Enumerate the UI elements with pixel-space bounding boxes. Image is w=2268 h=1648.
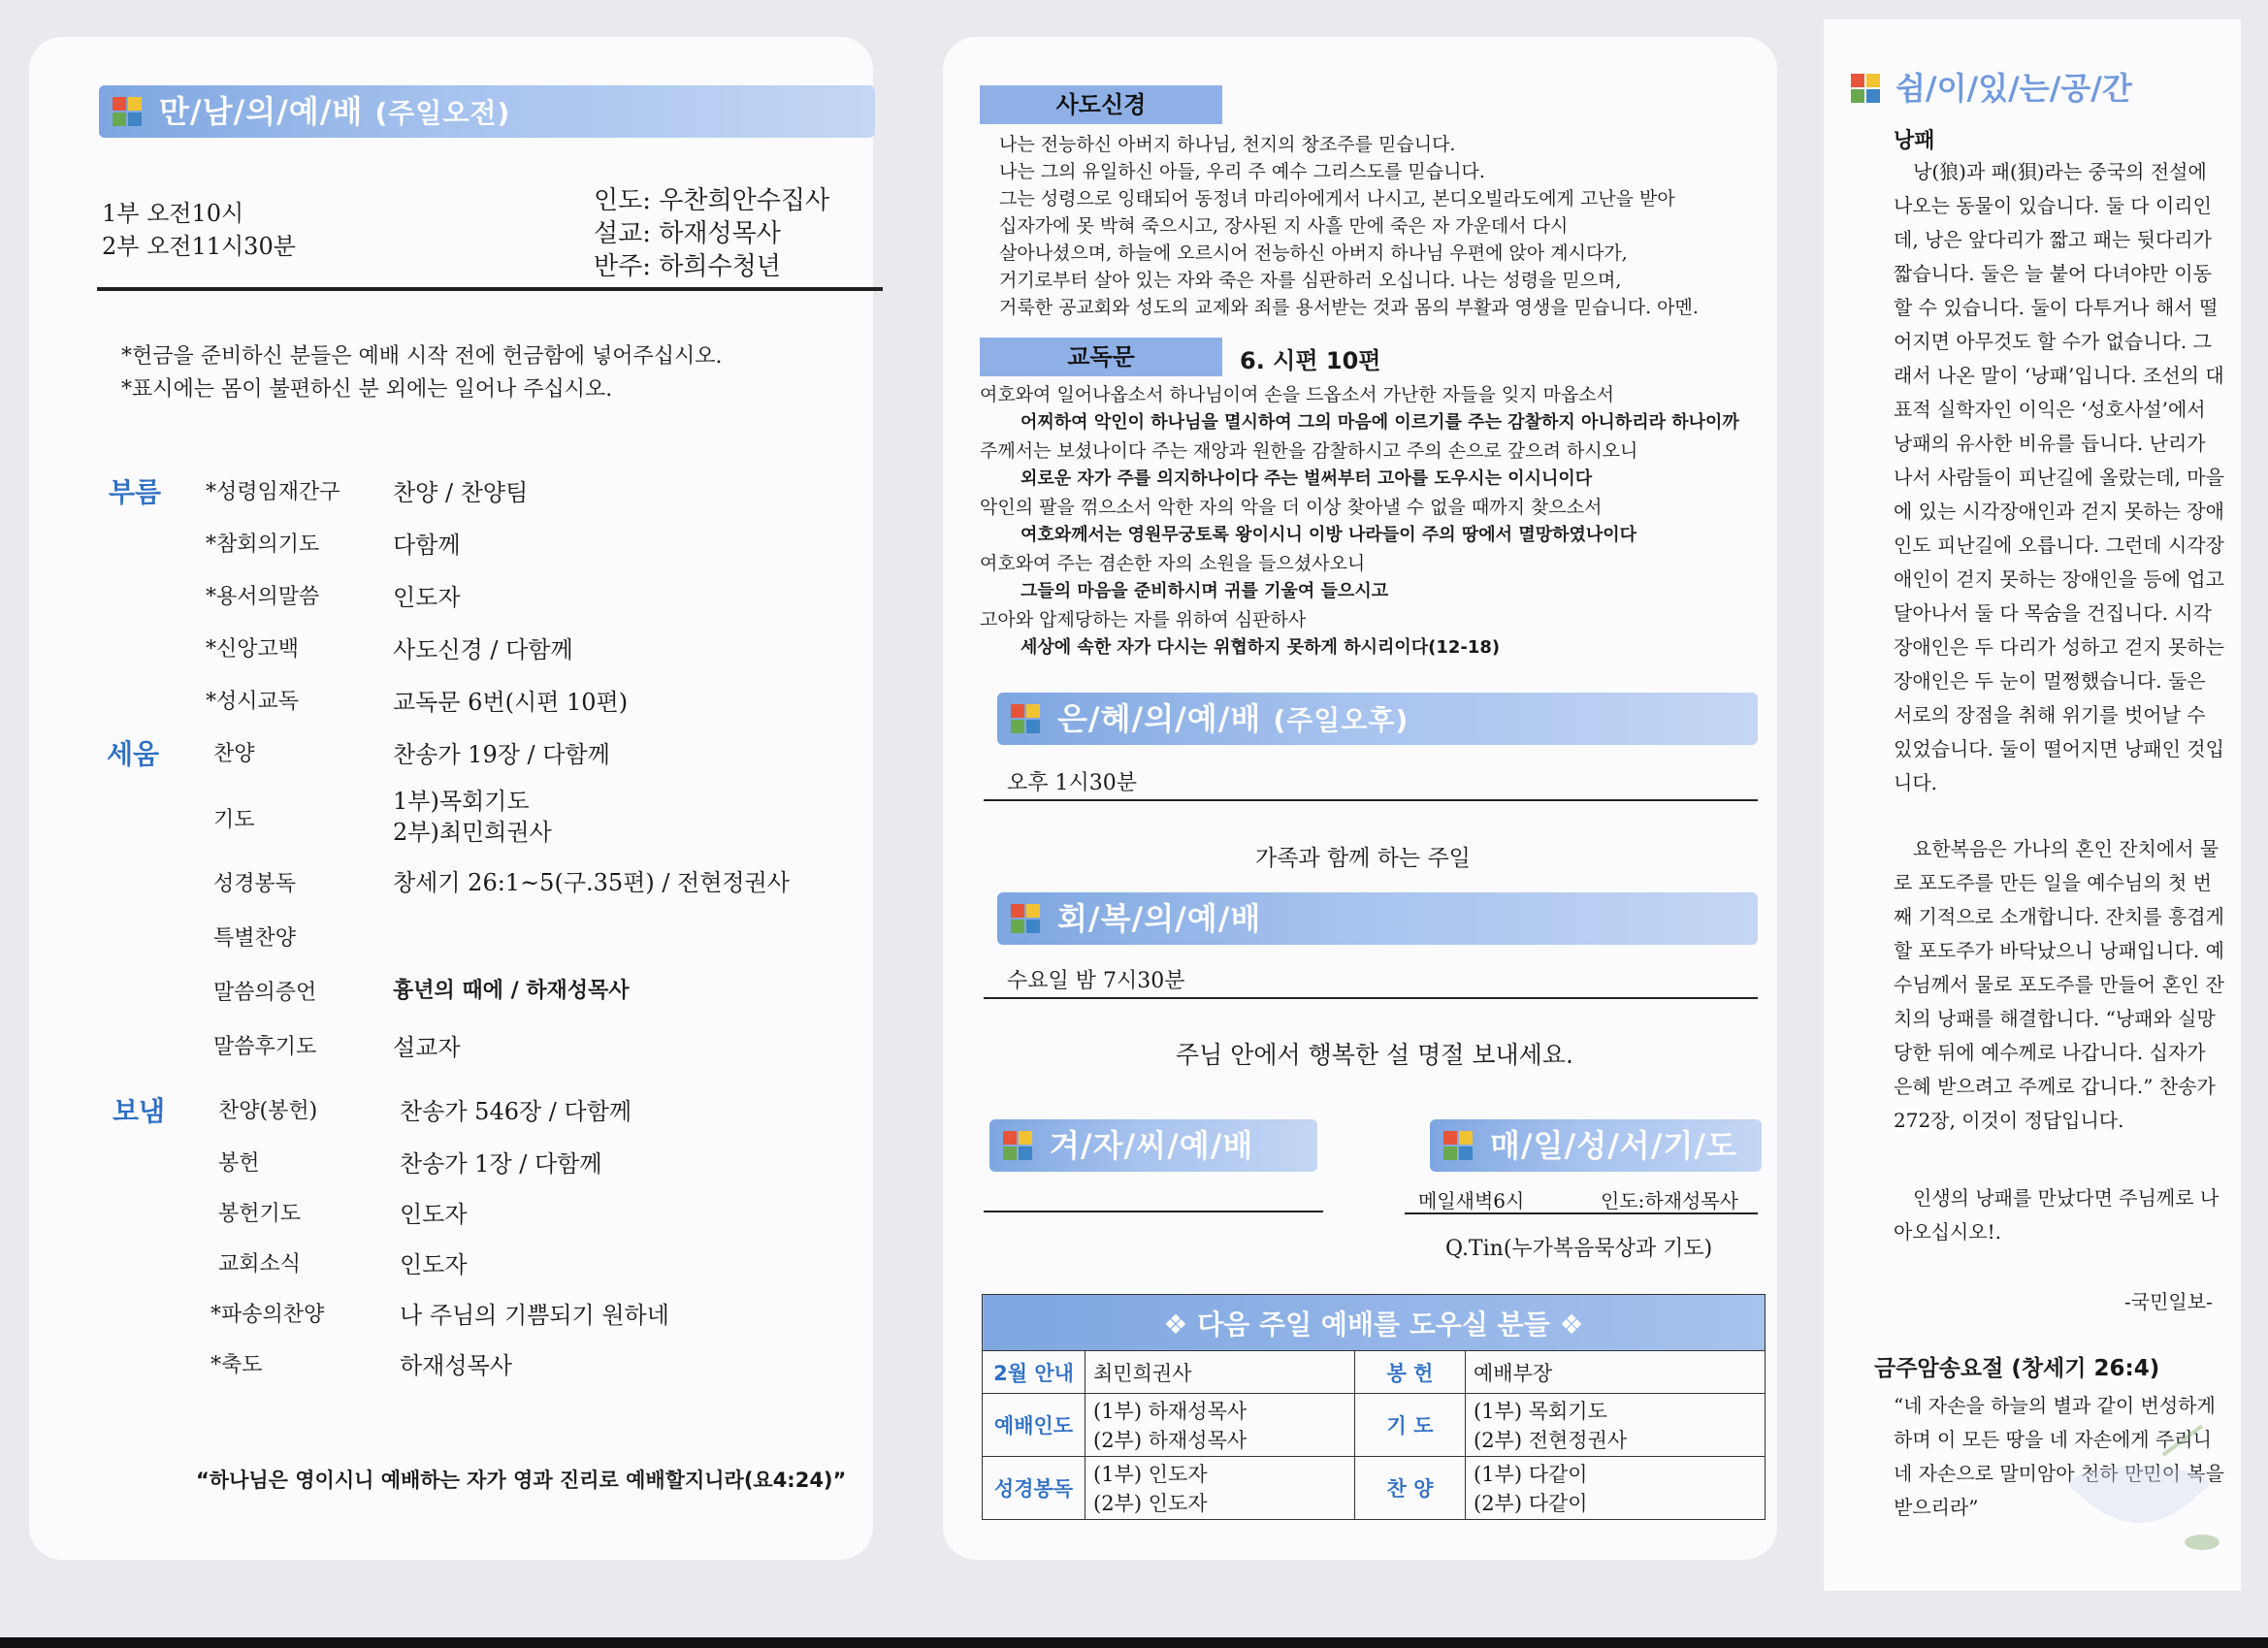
- section-send: 보냄: [113, 1095, 166, 1127]
- order-detail: 찬송가 1장 / 다함께: [400, 1150, 602, 1178]
- title-main: 매/일/성/서/기/도: [1490, 1127, 1737, 1164]
- header-divider: [97, 287, 883, 291]
- order-detail: 인도자: [400, 1251, 468, 1278]
- church-logo-icon: [1851, 74, 1880, 103]
- essay-paragraph-1: 낭(狼)과 패(狽)라는 중국의 전설에 나오는 동물이 있습니다. 둘 다 이리인데, 낭은 앞다리가 짧고 패는 뒷다리가 짧습니다. 둘은 늘 붙어 다녀야만 이동할 수 있습니다. 둘이 다투거나 해서 떨어지면 아무것도 할 수가 없습니다. 그래서 나온 말이 ‘낭패’입니다. 조선의 대표적 실학자인 이익은 ‘성호사설’에서 낭패의 유사한 비유를 듭니다. 난리가 나서 사람들이 피난길에 올랐는데, 마을에 있는 시각장애인과 걷지 못하는 장애인도 피난길에 오릅니다. 그런데 시각장애인이 걷지 못하는 장애인을 등에 업고 달아나서 둘 다 목숨을 건집니다. 시각장애인은 두 다리가 성하고 걷지 못하는 장애인은 두 눈이 멀쩡했습니다. 둘은 서로의 장점을 취해 위기를 벗어날 수 있었습니다. 둘이 떨어지면 낭패인 것입니다.: [1894, 160, 2224, 794]
- daily-leader: 인도:하재성목사: [1601, 1189, 1738, 1212]
- title-main: 겨/자/씨/예/배: [1050, 1127, 1254, 1164]
- order-detail: 창세기 26:1~5(구.35편) / 전현정권사: [393, 869, 790, 896]
- responsive-tag: 교독문: [980, 338, 1222, 376]
- qtin: Q.Tin(누가복음묵상과 기도): [1445, 1237, 1713, 1261]
- rest-space-title: [1895, 64, 2132, 113]
- order-detail: 찬양 / 찬양팀: [393, 479, 529, 506]
- title-sub: (주일오전): [374, 97, 511, 129]
- morning-worship-title: [99, 85, 875, 138]
- service-time-2: 2부 오전11시30분: [102, 233, 296, 260]
- order-detail: 2부)최민희권사: [393, 819, 552, 846]
- title-main: 쉼/이/있/는/공/간: [1895, 70, 2132, 107]
- title-sub: (주일오후): [1273, 704, 1409, 736]
- mustard-worship-title: [989, 1119, 1317, 1172]
- helpers-line: (2부) 다같이: [1474, 1492, 1588, 1515]
- helpers-table: [982, 1294, 1766, 1520]
- church-logo-icon: [113, 97, 142, 126]
- helpers-line: (2부) 하재성목사: [1093, 1429, 1247, 1452]
- restore-divider: [984, 997, 1758, 999]
- creed-line: 거룩한 공교회와 성도의 교제와 죄를 용서받는 것과 몸의 부활과 영생을 믿습니다. 아멘.: [999, 297, 1699, 318]
- order-detail: 설교자: [393, 1034, 461, 1061]
- order-item: *용서의말씀: [206, 585, 320, 609]
- helpers-value: [1085, 1457, 1355, 1520]
- essay-paragraph-3: 인생의 낭패를 만났다면 주님께로 나아오십시오!.: [1894, 1186, 2219, 1244]
- responsive-line: 주께서는 보셨나이다 주는 재앙과 원한을 감찰하시고 주의 손으로 갚으려 하시오니: [980, 440, 1638, 462]
- order-detail: 다함께: [393, 532, 461, 559]
- responsive-line: 세상에 속한 자가 다시는 위협하지 못하게 하시리이다(12-18): [1021, 637, 1501, 658]
- creed-line: 살아나셨으며, 하늘에 오르시어 전능하신 아버지 하나님 우편에 앉아 계시다가,: [999, 242, 1628, 264]
- responsive-line: 악인의 팔을 꺾으소서 악한 자의 악을 더 이상 찾아낼 수 없을 때까지 찾으소서: [980, 497, 1603, 518]
- helpers-label: 성경봉독: [983, 1457, 1085, 1520]
- helpers-label: 예배인도: [983, 1394, 1085, 1457]
- greeting: 주님 안에서 행복한 설 명절 보내세요.: [1176, 1041, 1573, 1069]
- essay-heading: 낭패: [1894, 129, 1935, 153]
- helpers-line: (1부) 다같이: [1474, 1463, 1588, 1486]
- helpers-line: (2부) 전현정권사: [1474, 1429, 1628, 1452]
- order-detail: 인도자: [393, 584, 461, 611]
- order-detail: 하재성목사: [400, 1352, 512, 1379]
- title-main: 회/복/의/예/배: [1057, 900, 1262, 937]
- creed-line: 그는 성령으로 잉태되어 동정녀 마리아에게서 나시고, 본디오빌라도에게 고난을 받아: [999, 188, 1675, 210]
- title-main: 은/혜/의/예/배: [1057, 700, 1262, 737]
- church-logo-icon: [1011, 904, 1040, 933]
- daily-prayer-title: [1430, 1119, 1762, 1172]
- responsive-line: 그들의 마음을 준비하시며 귀를 기울여 들으시고: [1021, 581, 1389, 601]
- order-item: 찬양(봉헌): [218, 1099, 318, 1123]
- standing-note: *표시에는 몸이 불편하신 분 외에는 일어나 주십시오.: [121, 377, 613, 402]
- creed-tag: 사도신경: [980, 85, 1222, 124]
- family-note: 가족과 함께 하는 주일: [1255, 846, 1471, 871]
- responsive-line: 여호와여 일어나옵소서 하나님이여 손을 드옵소서 가난한 자들을 잊지 마옵소서: [980, 384, 1615, 405]
- grace-divider: [984, 799, 1758, 801]
- memory-verse-title: 금주암송요절 (창세기 26:4): [1874, 1356, 2160, 1381]
- daily-time: 메일새벽6시: [1418, 1189, 1525, 1212]
- mustard-divider: [984, 1211, 1323, 1212]
- order-detail: 인도자: [400, 1201, 468, 1228]
- restore-worship-title: [997, 892, 1758, 945]
- service-time-1: 1부 오전10시: [102, 200, 244, 227]
- helpers-value: [1466, 1457, 1766, 1520]
- order-item: *신앙고백: [206, 637, 300, 662]
- order-item: 봉헌: [218, 1151, 260, 1176]
- creed-line: 나는 그의 유일하신 아들, 우리 주 예수 그리스도를 믿습니다.: [999, 161, 1485, 182]
- section-build: 세움: [107, 738, 160, 770]
- helpers-header: ❖ 다음 주일 예배를 도우실 분들 ❖: [983, 1295, 1766, 1351]
- helpers-value: 최민희권사: [1085, 1351, 1355, 1394]
- helpers-line: (1부) 인도자: [1093, 1463, 1208, 1486]
- footer-verse: “하나님은 영이시니 예배하는 자가 영과 진리로 예배할지니라(요4:24)”: [196, 1469, 847, 1492]
- order-item: 기도: [213, 808, 255, 832]
- left-panel: [29, 37, 873, 1560]
- role-accompanist: 반주: 하희수청년: [594, 252, 781, 281]
- bowl-illustration-icon: [2057, 1416, 2221, 1562]
- order-detail: 나 주님의 기쁨되기 원하네: [400, 1302, 669, 1329]
- helpers-label: 2월 안내: [983, 1351, 1085, 1394]
- helpers-value: 예배부장: [1466, 1351, 1766, 1394]
- order-detail: 찬송가 19장 / 다함께: [393, 741, 610, 768]
- order-detail: 교독문 6번(시편 10편): [393, 689, 629, 716]
- helpers-label: 봉 헌: [1355, 1351, 1466, 1394]
- scan-edge: [0, 1637, 2268, 1648]
- helpers-line: (1부) 목회기도: [1474, 1400, 1607, 1423]
- responsive-line: 어찌하여 악인이 하나님을 멸시하여 그의 마음에 이르기를 주는 감찰하지 아니하리라 하나이까: [1021, 412, 1739, 433]
- role-preacher: 설교: 하재성목사: [594, 219, 781, 248]
- church-logo-icon: [1011, 704, 1040, 733]
- responsive-line: 고아와 압제당하는 자를 위하여 심판하사: [980, 609, 1307, 630]
- order-item: 말씀의증언: [213, 981, 317, 1005]
- order-item: 봉헌기도: [218, 1202, 302, 1226]
- order-detail: 사도신경 / 다함께: [393, 636, 573, 663]
- section-call: 부름: [109, 476, 162, 508]
- helpers-line: (1부) 하재성목사: [1093, 1400, 1247, 1423]
- order-item: *참회의기도: [206, 533, 320, 557]
- right-panel: [1824, 19, 2241, 1591]
- creed-line: 십자가에 못 박혀 죽으시고, 장사된 지 사흘 만에 죽은 자 가운데서 다시: [999, 215, 1569, 237]
- helpers-line: (2부) 인도자: [1093, 1492, 1208, 1515]
- grace-time: 오후 1시30분: [1007, 771, 1137, 795]
- order-item: 찬양: [213, 742, 255, 766]
- helpers-value: [1466, 1394, 1766, 1457]
- church-logo-icon: [1003, 1131, 1032, 1160]
- essay-paragraph-2: 요한복음은 가나의 혼인 잔치에서 물로 포도주를 만든 일을 예수님의 첫 번째 기적으로 소개합니다. 잔치를 흥겹게 할 포도주가 바닥났으니 낭패입니다. 예수님께서 물로 포도주를 만들어 혼인 잔치의 낭패를 해결합니다. “낭패와 실망 당한 뒤에 예수께로 나갑니다. 십자가 은혜 받으려고 주께로 갑니다.” 찬송가 272장, 이것이 정답입니다.: [1894, 837, 2224, 1132]
- order-detail: 1부)목회기도: [393, 788, 530, 815]
- responsive-line: 외로운 자가 주를 의지하나이다 주는 벌써부터 고아를 도우시는 이시니이다: [1021, 469, 1593, 489]
- church-logo-icon: [1443, 1131, 1473, 1160]
- order-item: 말씀후기도: [213, 1035, 317, 1059]
- order-item: 특별찬양: [213, 926, 297, 951]
- middle-panel: [943, 37, 1777, 1560]
- responsive-line: 여호와여 주는 겸손한 자의 소원을 들으셨사오니: [980, 553, 1366, 574]
- daily-divider: [1405, 1212, 1758, 1214]
- order-detail: 흉년의 때에 / 하재성목사: [393, 979, 630, 1003]
- order-item: *축도: [211, 1353, 263, 1377]
- responsive-title: 6. 시편 10편: [1240, 347, 1381, 374]
- order-item: *성령임재간구: [206, 480, 340, 504]
- creed-line: 거기로부터 살아 있는 자와 죽은 자를 심판하러 오십니다. 나는 성령을 믿으며,: [999, 270, 1622, 291]
- helpers-label: 기 도: [1355, 1394, 1466, 1457]
- order-item: 교회소식: [218, 1252, 302, 1276]
- helpers-value: [1085, 1394, 1355, 1457]
- helpers-label: 찬 양: [1355, 1457, 1466, 1520]
- order-item: *성시교독: [206, 690, 300, 714]
- restore-time: 수요일 밤 7시30분: [1007, 969, 1185, 993]
- order-detail: 찬송가 546장 / 다함께: [400, 1098, 632, 1125]
- offering-note: *헌금을 준비하신 분들은 예배 시작 전에 헌금함에 넣어주십시오.: [121, 344, 723, 369]
- title-main: 만/남/의/예/배: [159, 93, 364, 130]
- order-item: *파송의찬양: [211, 1303, 325, 1327]
- order-item: 성경봉독: [213, 872, 297, 896]
- grace-worship-title: [997, 693, 1758, 745]
- essay-source: -국민일보-: [2124, 1290, 2213, 1313]
- responsive-line: 여호와께서는 영원무궁토록 왕이시니 이방 나라들이 주의 땅에서 멸망하였나이다: [1021, 525, 1637, 545]
- role-leader: 인도: 우찬희안수집사: [594, 186, 830, 215]
- creed-line: 나는 전능하신 아버지 하나님, 천지의 창조주를 믿습니다.: [999, 134, 1456, 155]
- memory-verse-text: “네 자손을 하늘의 별과 같이 번성하게 하며 이 모든 땅을 네 자손에게 주리니 네 자손으로 말미암아 천하 만민이 복을 받으리라”: [1894, 1394, 2224, 1519]
